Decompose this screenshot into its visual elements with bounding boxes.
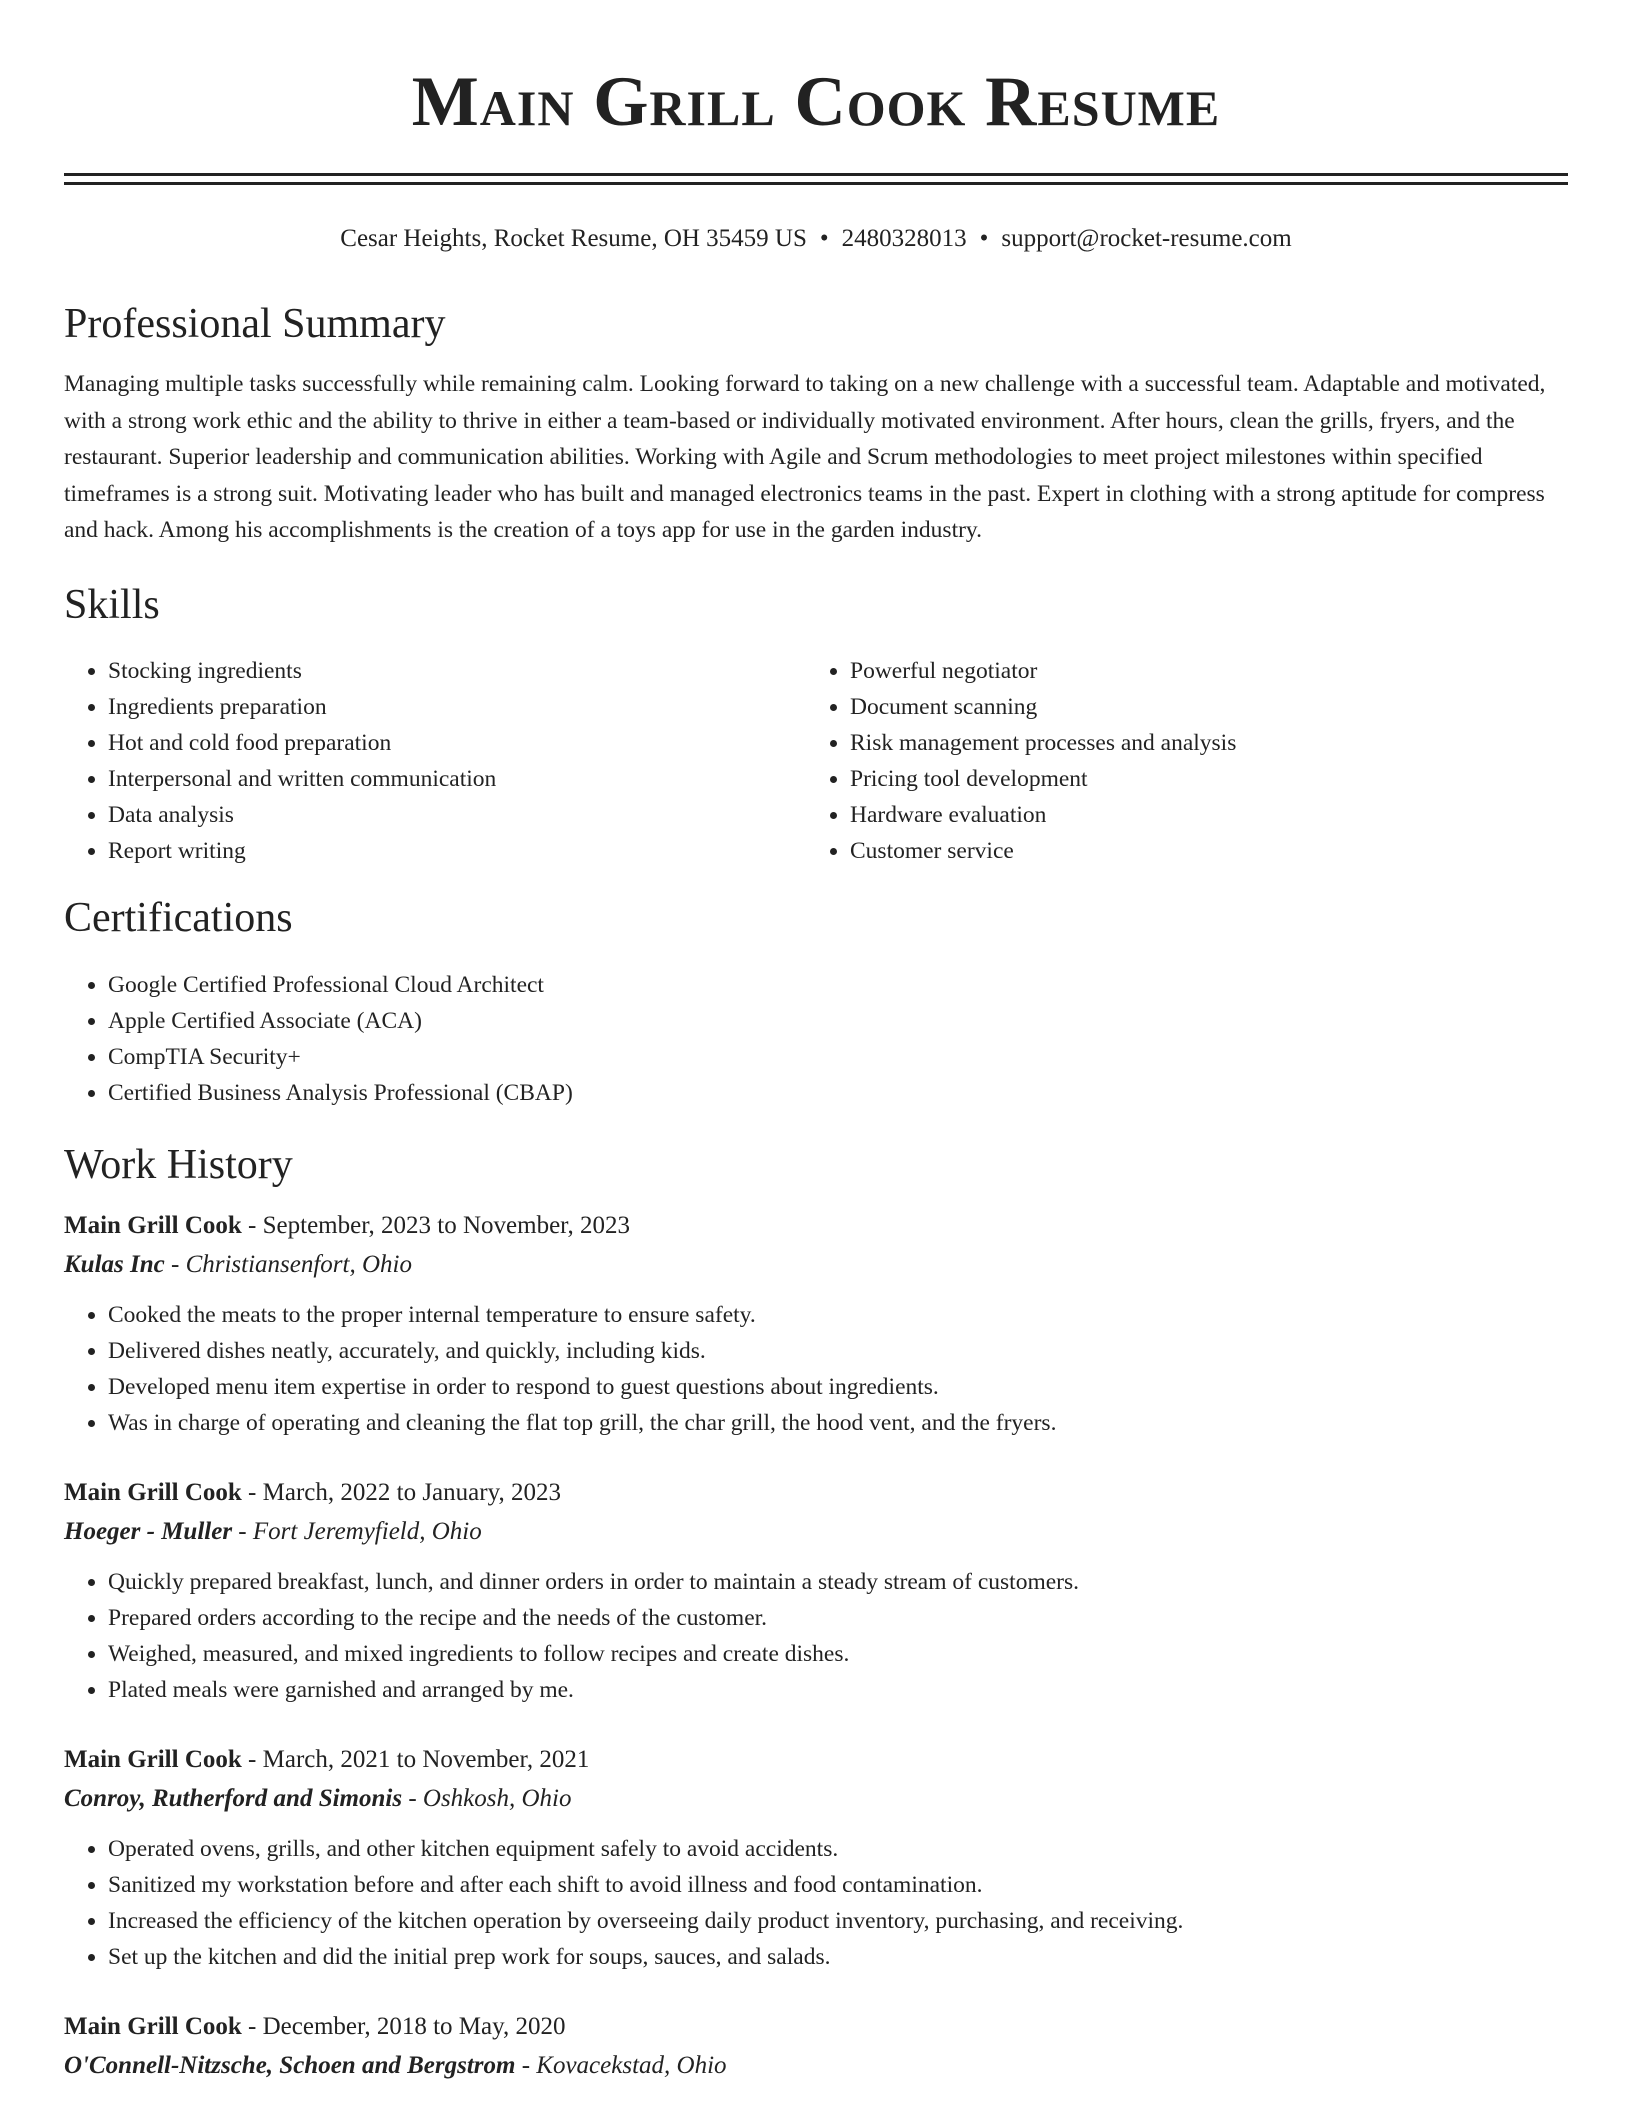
job-title-line: Main Grill Cook - March, 2022 to January, 2023: [64, 1478, 561, 1506]
title-double-rule: [64, 173, 1568, 185]
job-bullet: • Cooked the meats to the proper internal temperature to ensure safety.: [108, 1297, 1568, 1333]
skills-column-right: [806, 653, 1568, 869]
contact-address: Cesar Heights, Rocket Resume, OH 35459 US: [340, 225, 807, 252]
job-company-line: Kulas Inc - Christiansenfort, Ohio: [64, 1250, 412, 1278]
job-title-line: Main Grill Cook - September, 2023 to November, 2023: [64, 1211, 630, 1239]
job-bullet: • Prepared orders according to the recipe and the needs of the customer.: [108, 1600, 1568, 1636]
job-company-line: Conroy, Rutherford and Simonis - Oshkosh, Ohio: [64, 1784, 572, 1812]
certification-item: • Google Certified Professional Cloud Architect: [108, 967, 1568, 1003]
summary-heading: Professional Summary: [64, 301, 446, 347]
contact-separator: •: [979, 225, 989, 252]
job-role: Main Grill Cook: [64, 1745, 242, 1773]
resume-title: Main Grill Cook Resume: [411, 63, 1221, 141]
job-bullet: • Set up the kitchen and did the initial prep work for soups, sauces, and salads.: [108, 1939, 1568, 1975]
skill-item: • Interpersonal and written communication: [108, 761, 806, 797]
job-bullet: • Increased the efficiency of the kitchen operation by overseeing daily product inventory, purchasing, and receiving.: [108, 1903, 1568, 1939]
job-entry: [64, 1474, 1568, 1708]
job-company-line: Hoeger - Muller - Fort Jeremyfield, Ohio: [64, 1517, 482, 1545]
job-company: Hoeger - Muller: [64, 1517, 233, 1545]
job-entry: [64, 2008, 1568, 2086]
job-location: Christiansenfort, Ohio: [185, 1250, 412, 1278]
contact-email: support@rocket-resume.com: [1001, 225, 1292, 252]
skills-columns: [64, 653, 1568, 869]
job-bullets: [64, 1831, 1568, 1975]
certification-item: • Certified Business Analysis Professional (CBAP): [108, 1075, 1568, 1111]
skill-item: • Document scanning: [850, 689, 1568, 725]
job-dates: March, 2022 to January, 2023: [262, 1478, 561, 1506]
job-bullet: • Weighed, measured, and mixed ingredients to follow recipes and create dishes.: [108, 1636, 1568, 1672]
job-entry: [64, 1207, 1568, 1441]
job-bullet: • Quickly prepared breakfast, lunch, and dinner orders in order to maintain a steady stream of customers.: [108, 1564, 1568, 1600]
job-entry: [64, 1741, 1568, 1975]
skill-item: • Ingredients preparation: [108, 689, 806, 725]
job-role: Main Grill Cook: [64, 2012, 242, 2040]
job-title-line: Main Grill Cook - December, 2018 to May, 2020: [64, 2012, 566, 2040]
certification-item: • CompTIA Security+: [108, 1039, 1568, 1075]
skills-column-left: [64, 653, 806, 869]
work-history-heading: Work History: [64, 1141, 293, 1188]
job-bullet: • Sanitized my workstation before and after each shift to avoid illness and food contamination.: [108, 1867, 1568, 1903]
contact-separator: •: [819, 225, 829, 252]
skill-item: • Pricing tool development: [850, 761, 1568, 797]
contact-line: [64, 222, 1568, 256]
job-bullet: • Developed menu item expertise in order to respond to guest questions about ingredients.: [108, 1369, 1568, 1405]
skill-item: • Data analysis: [108, 797, 806, 833]
job-dates: September, 2023 to November, 2023: [262, 1211, 630, 1239]
skills-list-right: [806, 653, 1568, 869]
job-company: Conroy, Rutherford and Simonis: [64, 1784, 403, 1812]
job-bullets: [64, 1564, 1568, 1708]
job-bullet: • Operated ovens, grills, and other kitchen equipment safely to avoid accidents.: [108, 1831, 1568, 1867]
contact-phone: 2480328013: [841, 225, 967, 252]
job-location: Kovacekstad, Ohio: [536, 2051, 727, 2079]
job-location: Fort Jeremyfield, Ohio: [252, 1517, 482, 1545]
job-role: Main Grill Cook: [64, 1478, 242, 1506]
job-company: Kulas Inc: [64, 1250, 165, 1278]
skill-item: • Customer service: [850, 833, 1568, 869]
skill-item: • Hardware evaluation: [850, 797, 1568, 833]
skill-item: • Risk management processes and analysis: [850, 725, 1568, 761]
certifications-list: [64, 967, 1568, 1111]
certification-item: • Apple Certified Associate (ACA): [108, 1003, 1568, 1039]
job-title-line: Main Grill Cook - March, 2021 to November, 2021: [64, 1745, 590, 1773]
job-role: Main Grill Cook: [64, 1211, 242, 1239]
job-company: O'Connell-Nitzsche, Schoen and Bergstrom: [64, 2051, 516, 2079]
job-dates: March, 2021 to November, 2021: [262, 1745, 590, 1773]
job-company-line: O'Connell-Nitzsche, Schoen and Bergstrom - Kovacekstad, Ohio: [64, 2051, 727, 2079]
job-bullet: • Was in charge of operating and cleaning the flat top grill, the char grill, the hood vent, and the fryers.: [108, 1405, 1568, 1441]
job-bullets: [64, 1297, 1568, 1441]
summary-text: Managing multiple tasks successfully while remaining calm. Looking forward to taking on a new challenge with a successful team. Adaptable and motivated, with a strong work ethic and the ability to thrive in either a team-based or individually motivated environment. After hours, clean the grills, fryers, and the restaurant. Superior leadership and communication abilities. Working with Agile and Scrum methodologies to meet project milestones within specified timeframes is a strong suit. Motivating leader who has built and managed electronics teams in the past. Expert in clothing with a strong aptitude for compress and hack. Among his accomplishments is the creation of a toys app for use in the garden industry.: [64, 371, 1546, 543]
job-bullet: • Delivered dishes neatly, accurately, and quickly, including kids.: [108, 1333, 1568, 1369]
skill-item: • Hot and cold food preparation: [108, 725, 806, 761]
skills-list-left: [64, 653, 806, 869]
skill-item: • Stocking ingredients: [108, 653, 806, 689]
job-bullet: • Plated meals were garnished and arranged by me.: [108, 1672, 1568, 1708]
skills-heading: Skills: [64, 581, 160, 628]
skill-item: • Report writing: [108, 833, 806, 869]
job-dates: December, 2018 to May, 2020: [262, 2012, 566, 2040]
certifications-heading: Certifications: [64, 894, 293, 941]
skill-item: • Powerful negotiator: [850, 653, 1568, 689]
job-location: Oshkosh, Ohio: [422, 1784, 572, 1812]
